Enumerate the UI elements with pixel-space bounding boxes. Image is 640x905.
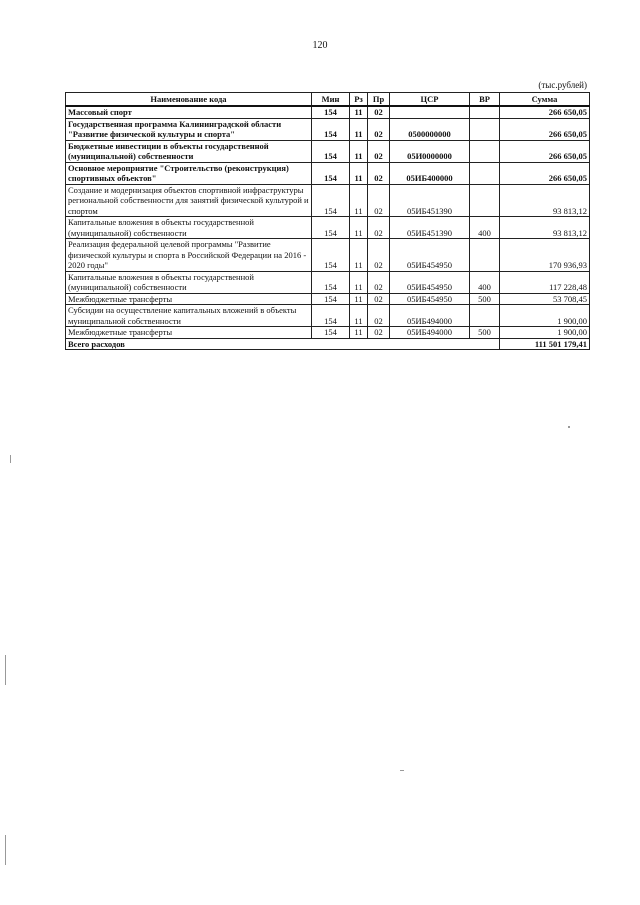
cell-sum: 1 900,00 (500, 305, 590, 327)
cell-vr (470, 118, 500, 140)
cell-min: 154 (312, 327, 350, 339)
cell-csr: 05ИБ454950 (390, 239, 470, 272)
cell-vr (470, 140, 500, 162)
cell-pr: 02 (368, 184, 390, 217)
cell-name: Реализация федеральной целевой программы "Развитие физической культуры и спорта в Российской Федерации на 2016 - 2020 годы" (66, 239, 312, 272)
cell-rz: 11 (350, 162, 368, 184)
scan-mark (568, 426, 570, 428)
scan-mark (400, 770, 404, 771)
cell-csr: 0500000000 (390, 118, 470, 140)
cell-pr: 02 (368, 305, 390, 327)
table-row (66, 118, 590, 140)
total-label: Всего расходов (66, 338, 500, 350)
table-row (66, 327, 590, 339)
table-row (66, 140, 590, 162)
cell-pr: 02 (368, 327, 390, 339)
cell-vr (470, 106, 500, 118)
cell-rz: 11 (350, 217, 368, 239)
table-row (66, 305, 590, 327)
cell-sum: 266 650,05 (500, 162, 590, 184)
cell-csr: 05ИБ451390 (390, 217, 470, 239)
cell-min: 154 (312, 305, 350, 327)
header-sum: Сумма (500, 93, 590, 107)
cell-min: 154 (312, 293, 350, 305)
cell-rz: 11 (350, 305, 368, 327)
cell-vr (470, 162, 500, 184)
cell-min: 154 (312, 271, 350, 293)
cell-vr (470, 184, 500, 217)
cell-pr: 02 (368, 239, 390, 272)
page-number: 120 (312, 40, 328, 51)
cell-name: Массовый спорт (66, 106, 312, 118)
scan-mark (5, 835, 6, 865)
header-name: Наименование кода (66, 93, 312, 107)
header-csr: ЦСР (390, 93, 470, 107)
cell-sum: 93 813,12 (500, 217, 590, 239)
header-rz: Рз (350, 93, 368, 107)
cell-pr: 02 (368, 217, 390, 239)
cell-min: 154 (312, 162, 350, 184)
cell-csr (390, 106, 470, 118)
table-body (66, 106, 590, 338)
cell-sum: 53 708,45 (500, 293, 590, 305)
cell-rz: 11 (350, 327, 368, 339)
table-row (66, 217, 590, 239)
cell-pr: 02 (368, 106, 390, 118)
cell-min: 154 (312, 239, 350, 272)
cell-vr: 400 (470, 217, 500, 239)
cell-csr: 05ИБ494000 (390, 327, 470, 339)
table-row (66, 106, 590, 118)
cell-name: Бюджетные инвестиции в объекты государственной (муниципальной) собственности (66, 140, 312, 162)
cell-name: Капитальные вложения в объекты государственной (муниципальной) собственности (66, 217, 312, 239)
cell-pr: 02 (368, 162, 390, 184)
cell-rz: 11 (350, 106, 368, 118)
cell-sum: 93 813,12 (500, 184, 590, 217)
total-sum: 111 501 179,41 (500, 338, 590, 350)
cell-rz: 11 (350, 239, 368, 272)
cell-rz: 11 (350, 293, 368, 305)
cell-sum: 1 900,00 (500, 327, 590, 339)
cell-name: Субсидии на осуществление капитальных вложений в объекты муниципальной собственности (66, 305, 312, 327)
scan-mark (5, 655, 6, 685)
units-label: (тыс.рублей) (538, 80, 587, 90)
cell-name: Основное мероприятие "Строительство (реконструкция) спортивных объектов" (66, 162, 312, 184)
cell-min: 154 (312, 106, 350, 118)
cell-csr: 05ИБ494000 (390, 305, 470, 327)
table-row (66, 162, 590, 184)
cell-csr: 05ИБ454950 (390, 271, 470, 293)
cell-rz: 11 (350, 271, 368, 293)
header-pr: Пр (368, 93, 390, 107)
cell-min: 154 (312, 140, 350, 162)
cell-rz: 11 (350, 184, 368, 217)
cell-name: Государственная программа Калининградской области "Развитие физической культуры и спорта" (66, 118, 312, 140)
cell-vr (470, 239, 500, 272)
cell-min: 154 (312, 118, 350, 140)
cell-vr: 400 (470, 271, 500, 293)
cell-name: Межбюджетные трансферты (66, 293, 312, 305)
cell-pr: 02 (368, 271, 390, 293)
cell-min: 154 (312, 184, 350, 217)
table-row (66, 239, 590, 272)
cell-pr: 02 (368, 140, 390, 162)
cell-vr: 500 (470, 293, 500, 305)
cell-name: Создание и модернизация объектов спортивной инфраструктуры региональной собственности для занятий физической культурой и спортом (66, 184, 312, 217)
header-min: Мин (312, 93, 350, 107)
cell-name: Межбюджетные трансферты (66, 327, 312, 339)
cell-vr (470, 305, 500, 327)
header-vr: ВР (470, 93, 500, 107)
cell-rz: 11 (350, 140, 368, 162)
cell-rz: 11 (350, 118, 368, 140)
total-row (66, 338, 590, 350)
cell-sum: 266 650,05 (500, 118, 590, 140)
cell-pr: 02 (368, 293, 390, 305)
cell-sum: 170 936,93 (500, 239, 590, 272)
cell-min: 154 (312, 217, 350, 239)
cell-sum: 266 650,05 (500, 140, 590, 162)
cell-vr: 500 (470, 327, 500, 339)
table-row (66, 293, 590, 305)
cell-name: Капитальные вложения в объекты государственной (муниципальной) собственности (66, 271, 312, 293)
cell-csr: 05ИБ451390 (390, 184, 470, 217)
cell-csr: 05ИБ454950 (390, 293, 470, 305)
table-row (66, 184, 590, 217)
cell-pr: 02 (368, 118, 390, 140)
cell-sum: 266 650,05 (500, 106, 590, 118)
cell-csr: 05И0000000 (390, 140, 470, 162)
cell-sum: 117 228,48 (500, 271, 590, 293)
cell-csr: 05ИБ400000 (390, 162, 470, 184)
scan-mark (10, 455, 11, 463)
budget-table (65, 92, 590, 350)
table-row (66, 271, 590, 293)
table-header-row (66, 93, 590, 107)
